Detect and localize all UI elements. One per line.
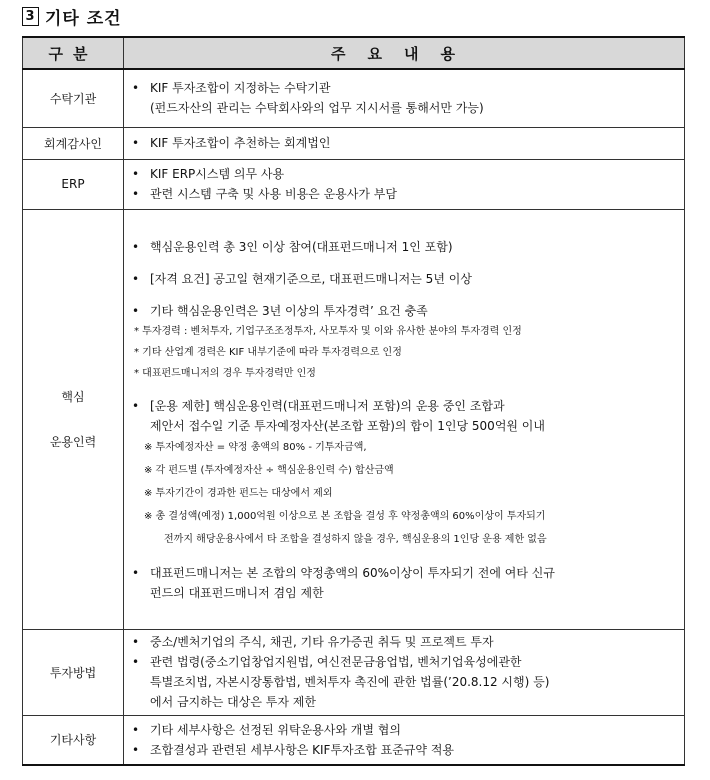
section-number-box: 3	[22, 7, 39, 26]
bullet-item: • 중소/벤처기업의 주식, 채권, 기타 유가증권 취득 및 프로젝트 투자	[132, 635, 494, 649]
header-category: 구분	[23, 37, 124, 69]
bullet-item: • 대표펀드매니저는 본 조합의 약정총액의 60%이상이 투자되기 전에 여타 신규	[132, 566, 555, 580]
conditions-table	[22, 36, 685, 766]
header-content: 주요내용	[124, 37, 685, 69]
table-header-row	[23, 37, 685, 69]
row-content	[124, 629, 685, 715]
table-row	[23, 127, 685, 159]
section-title: 기타 조건	[45, 9, 122, 29]
bullet-continuation: (펀드자산의 관리는 수탁회사와의 업무 지시서를 통해서만 가능)	[150, 101, 484, 116]
sub-note: * 대표펀드매니저의 경우 투자경력만 인정	[134, 368, 316, 379]
bullet-item: • KIF ERP시스템 의무 사용	[132, 167, 285, 181]
bullet-item: • 기타 핵심운용인력은 3년 이상의 투자경력’ 요건 충족	[132, 304, 428, 318]
row-content	[124, 127, 685, 159]
sub-note: * 기타 산업계 경력은 KIF 내부기준에 따라 투자경력으로 인정	[134, 347, 402, 358]
bullet-item: • 핵심운용인력 총 3인 이상 참여(대표펀드매니저 1인 포함)	[132, 240, 453, 254]
table-row	[23, 209, 685, 629]
row-content	[124, 69, 685, 127]
bullet-item: • KIF 투자조합이 지정하는 수탁기관	[132, 81, 331, 96]
row-label-line2: 운용인력	[49, 435, 97, 449]
row-label: ERP	[23, 159, 124, 209]
row-content	[124, 209, 685, 629]
row-label-line1: 핵심	[61, 390, 85, 404]
row-label	[23, 209, 124, 629]
bullet-continuation: 특별조치법, 자본시장통합법, 벤처투자 촉진에 관한 법률(’20.8.12 시행) 등)	[150, 675, 550, 689]
row-label: 회계감사인	[23, 127, 124, 159]
bullet-item: • [운용 제한] 핵심운용인력(대표펀드매니저 포함)의 운용 중인 조합과	[132, 399, 505, 413]
bullet-item: • [자격 요건] 공고일 현재기준으로, 대표펀드매니저는 5년 이상	[132, 272, 472, 286]
row-label: 투자방법	[23, 629, 124, 715]
bullet-item: • 조합결성과 관련된 세부사항은 KIF투자조합 표준규약 적용	[132, 742, 455, 757]
reference-note: ※ 총 결성액(예정) 1,000억원 이상으로 본 조합을 결성 후 약정총액의 60%이상이 투자되기	[144, 511, 546, 522]
reference-note-continuation: 전까지 해당운용사에서 타 조합을 결성하지 않을 경우, 핵심운용의 1인당 운용 제한 없음	[164, 534, 547, 545]
bullet-item: • 관련 법령(중소기업창업지원법, 여신전문금융업법, 벤처기업육성에관한	[132, 655, 522, 669]
reference-note: ※ 투자기간이 경과한 펀드는 대상에서 제외	[144, 488, 333, 499]
bullet-item: • 기타 세부사항은 선정된 위탁운용사와 개별 협의	[132, 722, 401, 737]
bullet-item: • KIF 투자조합이 추천하는 회계법인	[132, 136, 331, 150]
bullet-item: • 관련 시스템 구축 및 사용 비용은 운용사가 부담	[132, 187, 397, 201]
sub-note: * 투자경력 : 벤처투자, 기업구조조정투자, 사모투자 및 이와 유사한 분야의 투자경력 인정	[134, 326, 522, 337]
reference-note: ※ 투자예정자산 = 약정 총액의 80% - 기투자금액,	[144, 442, 367, 453]
row-label: 수탁기관	[23, 69, 124, 127]
bullet-continuation: 에서 금지하는 대상은 투자 제한	[150, 695, 316, 709]
row-content	[124, 159, 685, 209]
bullet-continuation: 제안서 접수일 기준 투자예정자산(본조합 포함)의 합이 1인당 500억원 이내	[150, 419, 545, 433]
row-label: 기타사항	[23, 715, 124, 765]
row-content	[124, 715, 685, 765]
table-row	[23, 629, 685, 715]
table-row	[23, 715, 685, 765]
bullet-continuation: 펀드의 대표펀드매니저 겸임 제한	[150, 586, 324, 600]
section-heading	[22, 4, 122, 29]
reference-note: ※ 각 펀드별 (투자예정자산 ÷ 핵심운용인력 수) 합산금액	[144, 465, 394, 476]
table-row	[23, 159, 685, 209]
table-row	[23, 69, 685, 127]
